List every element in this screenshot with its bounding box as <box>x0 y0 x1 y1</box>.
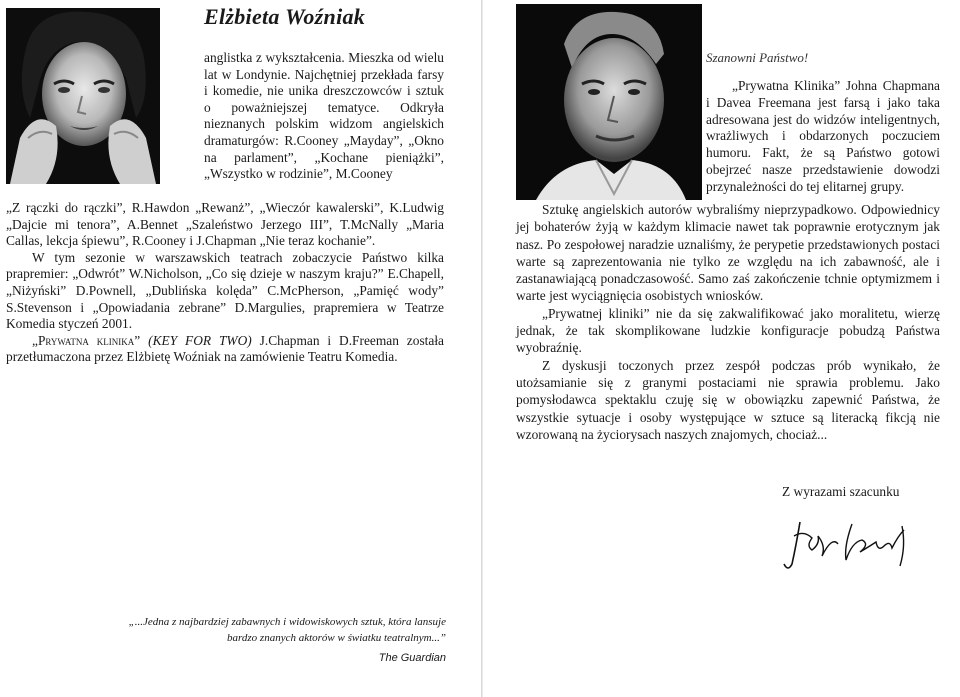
bio-intro <box>204 50 444 183</box>
author-photo <box>6 8 160 184</box>
salutation: Szanowni Państwo! <box>706 50 809 65</box>
press-quote-source: The Guardian <box>378 652 446 664</box>
bio-works-list: „Z rączki do rączki”, R.Hawdon „Rewanż”, „Wieczór kawalerski”, K.Ludwig „Dajcie mi tenora”, A.Bennet „Szaleństwo Jerzego III”, T.McNally „Maria Callas, lekcja śpiewu”, R.Cooney i J.Chapman „Nie teraz kochanie”. <box>6 200 444 249</box>
right-page <box>482 0 960 697</box>
author-name: Elżbieta Woźniak <box>204 4 366 29</box>
play-title: „Prywatna klinika” <box>32 332 141 348</box>
signature-mark <box>782 516 912 572</box>
bio-translation-paragraph <box>6 333 444 366</box>
bio-season-paragraph: W tym sezonie w warszawskich teatrach zobaczycie Państwo kilka prapremier: „Odwrót” W.Nicholson, „Co się dzieje w naszym kraju?” E.Chapell, „Niżyński” D.Pownell, „Dublińska kolęda” C.McPherson, „Pamięć wody” S.Stevenson i „Opowiadania zebrane” D.Margulies, prapremiera w Teatrze Komedia styczeń 2001. <box>6 249 444 332</box>
letter-closing: Z wyrazami szacunku <box>782 484 900 499</box>
letter-intro-text: „Prywatna Klinika” Johna Chapmana i Davea Freemana jest farsą i jako taka adresowana jest do widzów inteligentnych, wrażliwych i obdarzonych poczuciem humoru. Fakt, że są Państwo gotowi obejrzeć nasze przedstawienie dowodzi przynależności do tej elitarnej grupy. <box>706 78 940 194</box>
play-original-title: (KEY FOR TWO) <box>148 332 252 348</box>
letter-paragraph-1: Sztukę angielskich autorów wybraliśmy nieprzypadkowo. Odpowiednicy jej bohaterów żyją w każdym klimacie nawet tak poprawnie erotycznym jak nasz. Po zespołowej naradzie uznaliśmy, że perypetie przedstawionych postaci warte są zaprezentowania nie tylko ze względu na ich zabawność, ale i zastanawiającą ponadczasowość. Samo zaś zakończenie tchnie optymizmem i warte jest wyciągnięcia osobistych wniosków. <box>516 202 940 304</box>
letter-body <box>516 201 940 443</box>
portrait-woman-image <box>6 8 160 184</box>
letter-paragraph-2: „Prywatnej kliniki” nie da się zakwalifikować jako moralitetu, wierzę jednak, że tak skomplikowane ludzkie konfiguracje pobudzą Państwa wyobraźnię. <box>516 305 940 356</box>
letter-intro <box>706 78 940 196</box>
bio-intro-text: anglistka z wykształcenia. Mieszka od wielu lat w Londynie. Najchętniej przekłada farsy i komedie, nie unika dreszczowców i sztuk o poważniejszej tematyce. Odkryła nieznanych polskim widzom angielskich dramaturgów: R.Cooney „Mayday”, „Okno na parlament”, „Kochane pieniążki”, „Wszystko w rodzinie”, M.Cooney <box>204 50 444 182</box>
letter-paragraph-3: Z dyskusji toczonych przez zespół podczas prób wynikało, że utożsamianie się z granymi postaciami nie sprawia problemu. Jako pomysłodawca spektaklu czuję się w obowiązku zapewnić Państwa, że wszystkie sytuacje i osoby występujące w sztuce są literacką fikcją nie wzorowaną na życiorysach naszych znajomych, chociaż... <box>516 357 940 442</box>
director-photo <box>516 4 702 200</box>
bio-body <box>6 200 444 366</box>
press-quote: „...Jedna z najbardziej zabawnych i widowiskowych sztuk, która lansuje bardzo znanych aktorów w światku teatralnym...” <box>128 616 446 644</box>
portrait-man-image <box>516 4 702 200</box>
translation-note: J.Chapman i D.Freeman została przetłumaczona przez Elżbietę Woźniak na zamówienie Teatru Komedia. <box>6 332 444 365</box>
